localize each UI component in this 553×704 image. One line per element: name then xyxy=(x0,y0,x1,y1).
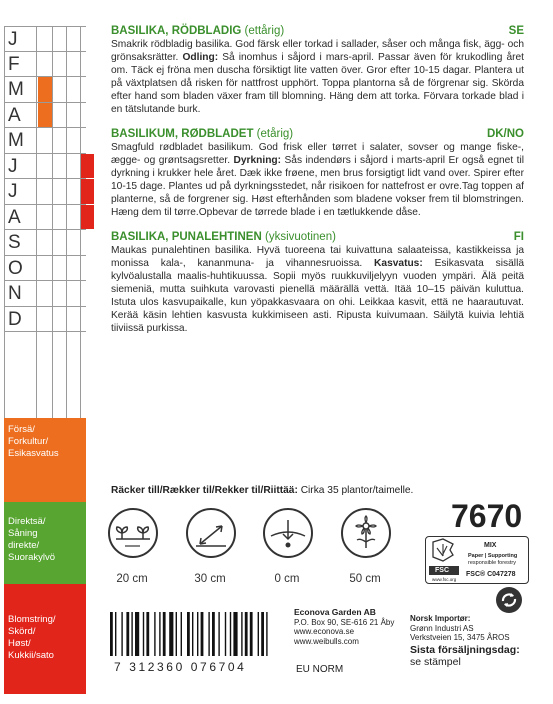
body-heading: Dyrkning: xyxy=(233,155,282,166)
month-row-jul xyxy=(4,179,86,205)
company-address: P.O. Box 90, SE-616 21 Åby xyxy=(294,617,395,627)
month-row-oct xyxy=(4,256,86,282)
recycle-icon xyxy=(495,586,523,614)
barcode-number: 7 312360 076704 xyxy=(114,660,247,674)
section-title: BASILIKUM, RØDBLADET xyxy=(111,128,254,140)
month-letter: A xyxy=(8,104,21,126)
body-text: Smagfuld rødbladet basilikum. God frisk eller tørret i salater, sovser og mange fiske-, æggе- og grøntsagsretter. xyxy=(111,142,524,166)
barcode xyxy=(108,612,284,656)
section-title: BASILIKA, RÖDBLADIG xyxy=(111,25,242,37)
barcode-bar xyxy=(143,612,144,656)
month-letter: O xyxy=(8,257,23,279)
spacing-label: 20 cm xyxy=(116,573,148,585)
legend-text: Direktsä/ xyxy=(8,516,46,527)
fsc-label xyxy=(425,536,529,584)
spacing-label: 30 cm xyxy=(194,573,226,585)
month-letter: S xyxy=(8,232,21,253)
month-row-apr xyxy=(4,103,86,129)
legend-text: direkte/ xyxy=(8,540,40,551)
coverage-label: Räcker till/Rækker til/Rekker til/Riittää: xyxy=(111,485,298,496)
calendar-divider xyxy=(4,26,5,418)
barcode-bar xyxy=(208,612,209,656)
section-fi xyxy=(111,230,524,335)
barcode-bar xyxy=(233,612,237,656)
barcode-bar xyxy=(212,612,215,656)
legend-text: Høst/ xyxy=(8,638,31,649)
sowing-depth-icon xyxy=(261,506,311,556)
legend-text: Suorakylvö xyxy=(8,552,55,563)
harvest-mark xyxy=(80,154,94,179)
barcode-bar xyxy=(115,612,116,656)
description-area xyxy=(111,24,524,346)
coverage-line xyxy=(111,485,413,496)
company-website: www.weibulls.com xyxy=(294,636,359,646)
section-header xyxy=(111,24,524,38)
body-text: Smakrik rödbladig basilika. God färsk eller torkad i sallader, såser och många fisk, ägg- och grönsaksrätter. xyxy=(111,39,524,63)
company-info xyxy=(294,608,394,646)
body-text: Esikasvata sisällä kylvöalustalla maalis-huhtikuussa. Sopii myös ruukkuviljelyyn vuoden ympäri. Älä peitä siemeniä, mutta suihkuta varovasti pienellä määrällä vettä. Itää 10–15 päivän kuluttua. Istuta ulos kasvupaikalle, kun yöpakkasvaara on ohi. Leikkaa kasvit, että ne haarautuvat. Kerää käsin lehtien kasvusta kukkimiseen asti. Ripusta kuivumaan. Säilytä kuivia lehtiä tiiviissä purkissa. xyxy=(111,258,524,334)
month-row-dec xyxy=(4,307,86,333)
barcode-bar xyxy=(230,612,231,656)
spacing-icons xyxy=(106,506,406,586)
barcode-bar xyxy=(163,612,166,656)
month-letter: J xyxy=(8,181,18,202)
barcode-bar xyxy=(241,612,242,656)
barcode-bar xyxy=(197,612,198,656)
barcode-bar xyxy=(169,612,173,656)
body-text: Maukas punalehtinen basilika. Hyvä tuoreena tai kuivattuna salaateissa, kastikkeissa ja monissa kala-, kananmuna- ja vihannesruoissa. xyxy=(111,245,524,269)
body-text: Så inomhus i såjord i mars-april. Passar även för krukodling året om. Täck ej fröna men duscha försiktigt lite vatten över. Gror efter 10-15 dagar. Plantera ut på växtplatsen då risken för nattfrost upphört. Toppa plantorna så de förgrenar sig. Skörda efter hand som bladen växer fram till blomning. Häng dem att torka. Förvara torkade blad i en tätslutande burk. xyxy=(111,52,524,115)
legend-text: Försä/ xyxy=(8,424,35,435)
last-sale-day xyxy=(410,644,520,668)
fsc-site: www.fsc.org xyxy=(432,577,457,582)
fsc-logo-text: FSC xyxy=(435,567,449,574)
language-code: SE xyxy=(508,25,524,37)
month-letter: A xyxy=(8,206,21,228)
barcode-bar xyxy=(201,612,204,656)
barcode-bar xyxy=(266,612,267,656)
section-dk-no xyxy=(111,127,524,219)
spacing-label: 0 cm xyxy=(274,573,300,585)
row-spacing-icon xyxy=(106,506,156,556)
language-code: DK/NO xyxy=(486,128,524,140)
fsc-text: Paper | Supporting xyxy=(468,553,518,559)
body-heading: Odling: xyxy=(182,52,219,63)
plant-height-icon xyxy=(339,506,389,556)
barcode-bar xyxy=(176,612,177,656)
last-sale-value: se stämpel xyxy=(410,656,461,668)
fsc-text: responsible forestry xyxy=(468,560,516,566)
section-header xyxy=(111,230,524,244)
coverage-value: Cirka 35 plantor/taimelle. xyxy=(297,485,414,496)
month-row-may xyxy=(4,128,86,154)
language-code: FI xyxy=(513,231,524,243)
spacing-label: 50 cm xyxy=(349,573,381,585)
month-row-jun xyxy=(4,154,86,180)
month-letter: J xyxy=(8,29,18,50)
calendar-divider xyxy=(80,26,81,418)
section-header xyxy=(111,127,524,141)
barcode-bar xyxy=(258,612,259,656)
barcode-bar xyxy=(135,612,139,656)
barcode-bar xyxy=(218,612,219,656)
barcode-bar xyxy=(261,612,264,656)
barcode-bar xyxy=(250,612,253,656)
legend-text: Forkultur/ xyxy=(8,436,49,447)
sowing-calendar xyxy=(4,26,86,332)
barcode-bar xyxy=(192,612,193,656)
barcode-bar xyxy=(126,612,129,656)
month-letter: M xyxy=(8,130,24,151)
legend-text: Blomstring/ xyxy=(8,614,56,625)
harvest-mark xyxy=(80,179,94,204)
month-letter: N xyxy=(8,283,22,304)
section-subtitle: (yksivuotinen) xyxy=(264,231,336,243)
fsc-mix: MIX xyxy=(484,542,497,549)
section-subtitle: (etårig) xyxy=(256,128,294,140)
barcode-bar xyxy=(121,612,122,656)
barcode-bar xyxy=(131,612,132,656)
month-row-nov xyxy=(4,281,86,307)
importer-name: Grønn Industri AS xyxy=(410,623,474,633)
importer-info xyxy=(410,614,510,643)
legend-text: Kukkii/sato xyxy=(8,650,54,661)
month-letter: D xyxy=(8,308,22,330)
month-row-feb xyxy=(4,52,86,78)
barcode-bar xyxy=(146,612,149,656)
eu-norm: EU NORM xyxy=(296,664,344,675)
month-row-aug xyxy=(4,205,86,231)
company-website: www.econova.se xyxy=(294,627,355,636)
legend-indoor-sowing xyxy=(4,418,86,502)
section-subtitle: (ettårig) xyxy=(244,25,285,37)
barcode-bar xyxy=(187,612,190,656)
article-number: 7670 xyxy=(451,498,523,534)
body-heading: Kasvatus: xyxy=(374,258,423,269)
month-row-mar xyxy=(4,77,86,103)
barcode-bar xyxy=(225,612,226,656)
barcode-bar xyxy=(159,612,160,656)
company-name: Econova Garden AB xyxy=(294,607,376,617)
barcode-bar xyxy=(245,612,248,656)
month-row-sep xyxy=(4,230,86,256)
indoor-sowing-mark xyxy=(38,103,52,128)
barcode-bar xyxy=(181,612,182,656)
month-letter: M xyxy=(8,79,24,100)
section-se xyxy=(111,24,524,116)
calendar-divider xyxy=(52,26,53,418)
month-row-jan xyxy=(4,26,86,52)
barcode-bar xyxy=(110,612,113,656)
month-letter: J xyxy=(8,155,18,177)
legend-text: Skörd/ xyxy=(8,626,36,637)
barcode-bar xyxy=(154,612,155,656)
legend-text: Såning xyxy=(8,528,38,539)
legend-text: Esikasvatus xyxy=(8,448,59,459)
section-body xyxy=(111,38,524,116)
section-body xyxy=(111,244,524,335)
last-sale-title: Sista försäljningsdag: xyxy=(410,644,520,656)
importer-address: Verkstveien 15, 3475 ÅROS xyxy=(410,633,510,642)
month-letter: F xyxy=(8,53,20,75)
section-title: BASILIKA, PUNALEHTINEN xyxy=(111,231,262,243)
calendar-divider xyxy=(66,26,67,418)
calendar-divider xyxy=(36,26,37,418)
section-body xyxy=(111,141,524,219)
body-text: Sås indendørs i såjord i marts-april Er også egnet til dyrkning i krukker hele året. Dæk ikke frøene, men brus forsigtigt lidt vand over. Spirer efter 10-15 dage. Plantes ud på dyrkningsstedet, når risikoen for nattefrost er ovre.Tag toppen af planterne, så de forgrener sig. Høst efterhånden som bladene vokser frem til blomstringen. Hæng dem til tørre.Opbevar de tørrede blade i en tætlukkende dåse. xyxy=(111,155,524,218)
legend-direct-sowing xyxy=(4,502,86,584)
plant-spacing-icon xyxy=(184,506,234,556)
fsc-code: FSC® C047278 xyxy=(466,571,516,578)
legend-harvest xyxy=(4,584,86,694)
importer-title: Norsk Importør: xyxy=(410,614,471,623)
harvest-mark xyxy=(80,205,94,230)
indoor-sowing-mark xyxy=(38,77,52,102)
